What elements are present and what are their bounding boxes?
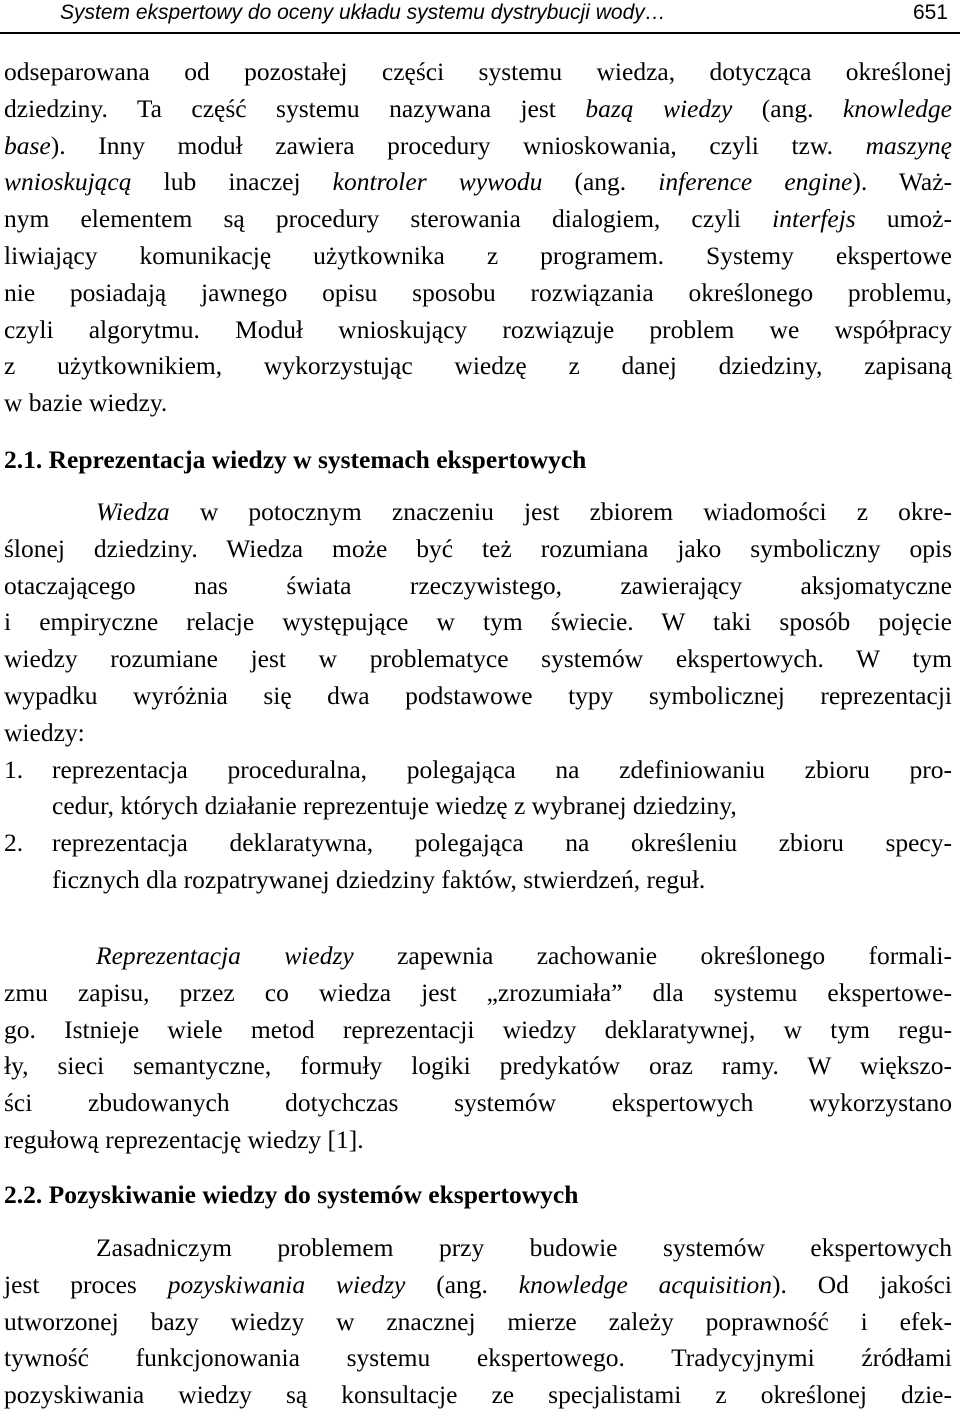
paragraph-pozyskiwanie (4, 1230, 952, 1414)
text-line: jest proces pozyskiwania wiedzy (ang. knowledge acquisition). Od jakości (4, 1269, 952, 1299)
text-line: wiedzy: (4, 717, 85, 747)
paragraph-wiedza (4, 494, 952, 899)
text-line: nym elementem są procedury sterowania dialogiem, czyli interfejs umoż- (4, 204, 952, 234)
text-line: ści zbudowanych dotychczas systemów ekspertowych wykorzystano (4, 1088, 952, 1118)
section-heading-2-2 (4, 1177, 952, 1214)
text-line: ślonej dziedziny. Wiedza może być też rozumiana jako symboliczny opis (4, 533, 952, 563)
text-line: zmu zapisu, przez co wiedza jest „zrozumiała” dla systemu ekspertowe- (4, 977, 952, 1007)
text-line: i empiryczne relacje występujące w tym świecie. W taki sposób pojęcie (4, 607, 952, 637)
heading-text: 2.2. Pozyskiwanie wiedzy do systemów ekspertowych (4, 1180, 579, 1209)
text-line: liwiający komunikację użytkownika z programem. Systemy ekspertowe (4, 240, 952, 270)
running-header (60, 0, 952, 30)
text-line: go. Istnieje wiele metod reprezentacji wiedzy deklaratywnej, w tym regu- (4, 1014, 952, 1044)
list-item (4, 825, 952, 899)
paragraph-reprezentacja (4, 938, 952, 1159)
text-line: reprezentacja deklaratywna, polegająca na określeniu zbioru specy- (52, 828, 952, 858)
text-line: cedur, których działanie reprezentuje wiedzę z wybranej dziedziny, (52, 791, 737, 821)
section-heading-2-1 (4, 442, 952, 479)
list-number: 1. (4, 754, 24, 784)
paragraph-intro (4, 54, 952, 422)
text-line: Zasadniczym problemem przy budowie systemów ekspertowych (96, 1233, 952, 1262)
text-line: wypadku wyróżnia się dwa podstawowe typy symbolicznej reprezentacji (4, 680, 952, 710)
text-line: base). Inny moduł zawiera procedury wnioskowania, czyli tzw. maszynę (4, 130, 952, 160)
text-line: regułową reprezentację wiedzy [1]. (4, 1124, 364, 1154)
text-line: otaczającego nas świata rzeczywistego, zawierający aksjomatyczne (4, 570, 952, 600)
running-title: System ekspertowy do oceny układu systemu dystrybucji wody… (60, 1, 666, 24)
text-line: tywność funkcjonowania systemu ekspertowego. Tradycyjnymi źródłami (4, 1343, 952, 1373)
text-line: nie posiadają jawnego opisu sposobu rozwiązania określonego problemu, (4, 277, 952, 307)
text-line: utworzonej bazy wiedzy w znacznej mierze zależy poprawność i efek- (4, 1306, 952, 1336)
text-line: ły, sieci semantyczne, formuły logiki predykatów oraz ramy. W większo- (4, 1051, 952, 1081)
text-line: z użytkownikiem, wykorzystując wiedzę z danej dziedziny, zapisaną (4, 351, 952, 381)
text-line: dziedziny. Ta część systemu nazywana jest bazą wiedzy (ang. knowledge (4, 93, 953, 123)
text-line: wiedzy rozumiane jest w problematyce systemów ekspertowych. W tym (4, 644, 952, 674)
text-line: Reprezentacja wiedzy zapewnia zachowanie określonego formali- (96, 941, 952, 970)
heading-text: 2.1. Reprezentacja wiedzy w systemach ekspertowych (4, 445, 587, 474)
text-line: pozyskiwania wiedzy są konsultacje ze specjalistami z określonej dzie- (4, 1380, 952, 1410)
text-line: ficznych dla rozpatrywanej dziedziny faktów, stwierdzeń, reguł. (52, 864, 706, 894)
text-line: wnioskującą lub inaczej kontroler wywodu (ang. inference engine). Waż- (4, 167, 953, 197)
text-line: reprezentacja proceduralna, polegająca na zdefiniowaniu zbioru pro- (52, 754, 952, 784)
text-line: Wiedza w potocznym znaczeniu jest zbiorem wiadomości z okre- (96, 497, 952, 526)
text-line: czyli algorytmu. Moduł wnioskujący rozwiązuje problem we współpracy (4, 314, 952, 344)
list-number: 2. (4, 828, 24, 858)
text-line: w bazie wiedzy. (4, 388, 168, 418)
header-rule (0, 32, 960, 34)
page-number: 651 (912, 1, 948, 24)
text-line: odseparowana od pozostałej części systemu wiedza, dotycząca określonej (4, 57, 952, 86)
list-item (4, 752, 952, 826)
